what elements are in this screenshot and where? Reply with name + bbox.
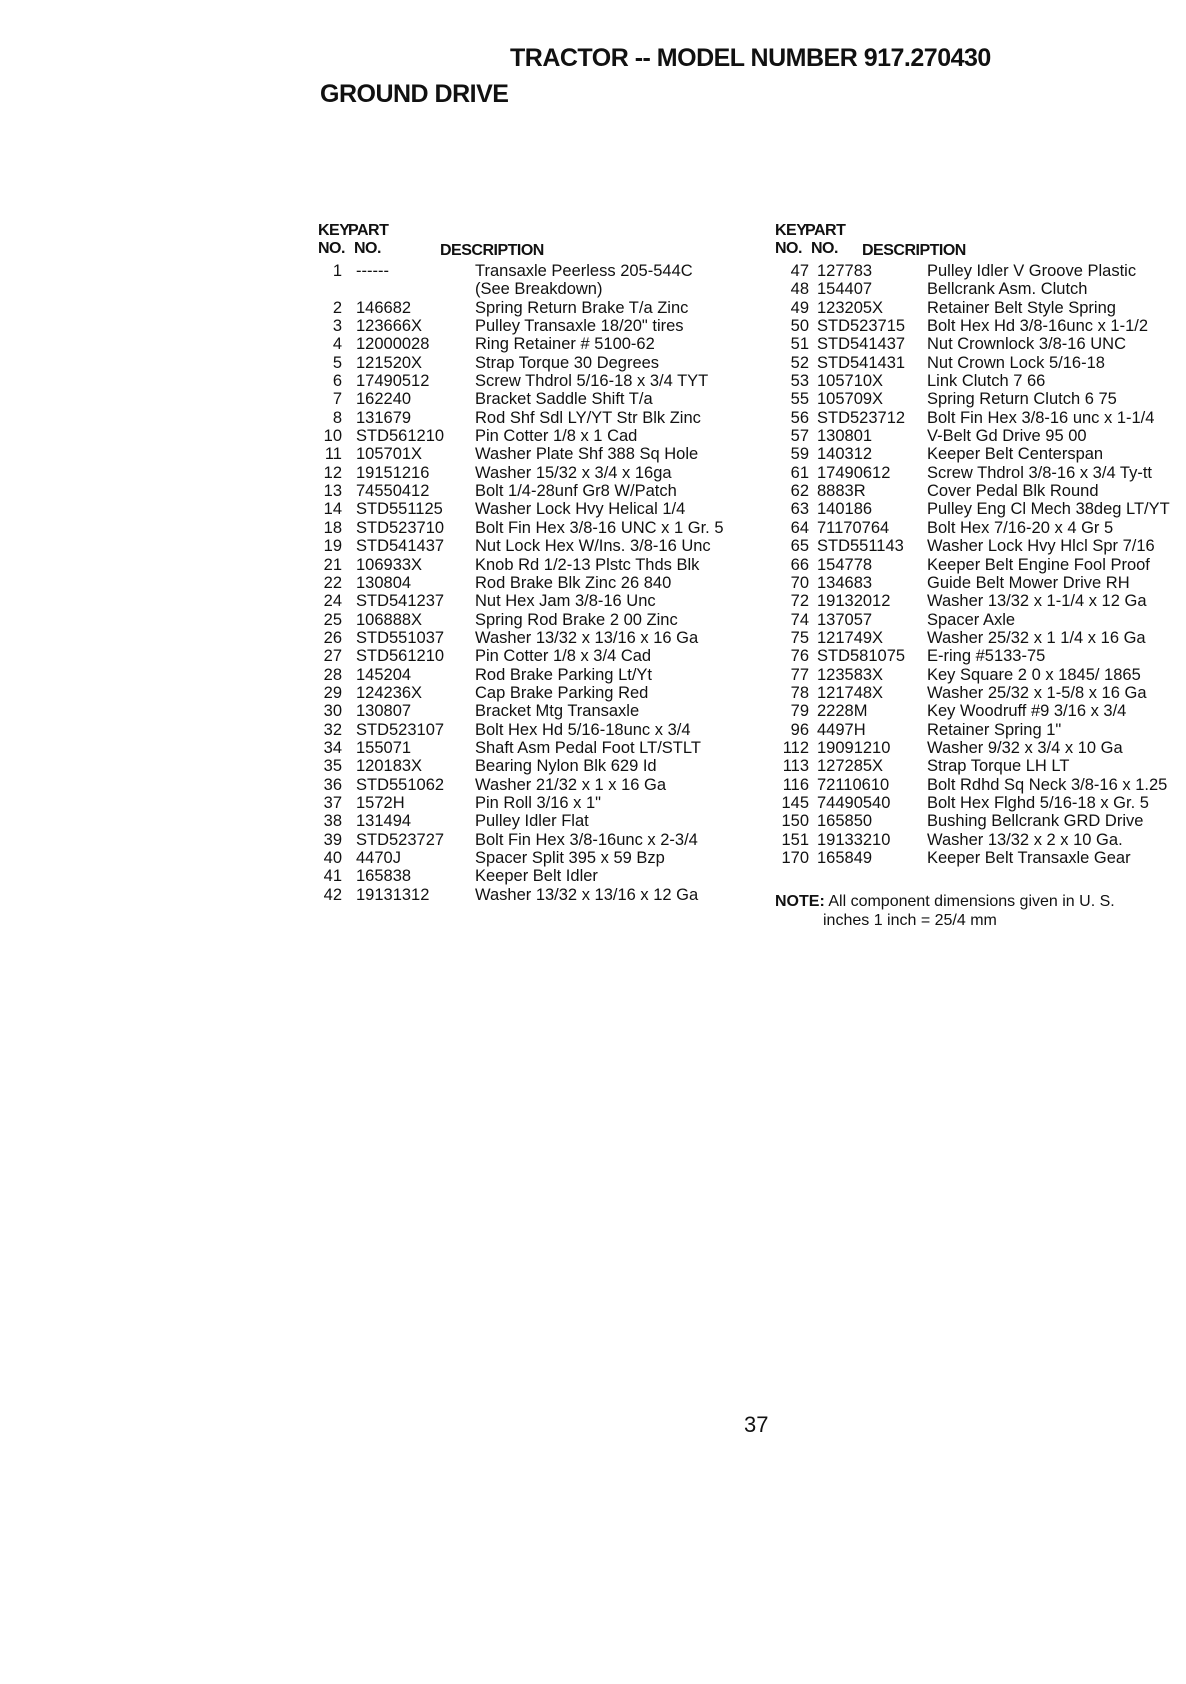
- part-description: Washer 13/32 x 13/16 x 16 Ga: [475, 628, 699, 647]
- right-rows: [775, 262, 1185, 867]
- key-number: 27: [323, 647, 342, 666]
- part-number: STD561210: [356, 647, 445, 666]
- part-number: STD561210: [356, 427, 445, 446]
- part-no-header: NO.: [354, 240, 381, 257]
- part-number: 17490512: [356, 372, 430, 391]
- table-row: [318, 299, 748, 317]
- key-number: 113: [782, 757, 809, 776]
- table-row: [775, 739, 1185, 757]
- key-number: 22: [323, 573, 342, 592]
- table-row: [775, 427, 1185, 445]
- key-number: 37: [323, 793, 342, 812]
- table-row: [318, 335, 748, 353]
- key-number: 61: [790, 463, 809, 482]
- key-number: 63: [790, 500, 809, 519]
- table-row: [318, 721, 748, 739]
- table-row: [775, 794, 1185, 812]
- table-row: [775, 335, 1185, 353]
- part-description: Spring Return Clutch 6 75: [927, 390, 1117, 409]
- table-row: [775, 464, 1185, 482]
- part-number: 120183X: [356, 757, 423, 776]
- part-description: Cap Brake Parking Red: [475, 683, 649, 702]
- part-description: Bolt Fin Hex 3/8-16 UNC x 1 Gr. 5: [475, 518, 724, 537]
- part-number: STD541437: [817, 335, 906, 354]
- part-number: STD523715: [817, 317, 906, 336]
- table-row: [775, 409, 1185, 427]
- part-description: Nut Crownlock 3/8-16 UNC: [927, 335, 1126, 354]
- table-row: [775, 390, 1185, 408]
- key-no-header: NO.: [775, 240, 802, 257]
- table-row: [318, 317, 748, 335]
- key-number: 2: [332, 298, 342, 317]
- part-number: 71170764: [817, 518, 890, 537]
- part-number: STD541237: [356, 592, 445, 611]
- table-row: [318, 684, 748, 702]
- part-number: STD523712: [817, 408, 906, 427]
- key-number: 42: [323, 885, 342, 904]
- part-description: Pin Cotter 1/8 x 3/4 Cad: [475, 647, 652, 666]
- key-number: 32: [323, 720, 342, 739]
- part-number: 131679: [356, 408, 412, 427]
- key-number: 18: [323, 518, 342, 537]
- part-number: 4470J: [356, 849, 401, 867]
- table-row: [775, 299, 1185, 317]
- part-number: 105710X: [817, 372, 884, 391]
- part-number: 162240: [356, 390, 412, 409]
- table-row: [318, 390, 748, 408]
- key-number: 112: [782, 738, 809, 757]
- part-description: Knob Rd 1/2-13 Plstc Thds Blk: [475, 555, 700, 574]
- table-row: [318, 372, 748, 390]
- table-row: [775, 721, 1185, 739]
- key-number: 7: [332, 390, 342, 409]
- key-number: 170: [781, 849, 809, 867]
- part-description: Keeper Belt Idler: [475, 867, 598, 886]
- part-number: STD551037: [356, 628, 445, 647]
- table-row: [318, 647, 748, 665]
- part-description: Bolt Fin Hex 3/8-16 unc x 1-1/4: [927, 408, 1155, 427]
- part-description: Key Woodruff #9 3/16 x 3/4: [927, 702, 1127, 721]
- part-description: Spring Rod Brake 2 00 Zinc: [475, 610, 678, 629]
- part-description: Screw Thdrol 3/8-16 x 3/4 Ty-tt: [927, 463, 1152, 482]
- part-number: 17490612: [817, 463, 891, 482]
- part-number: 123666X: [356, 317, 423, 336]
- part-number: 74550412: [356, 482, 430, 501]
- key-number: 4: [332, 335, 342, 354]
- part-number: 154407: [817, 280, 873, 299]
- key-number: 3: [332, 317, 342, 336]
- key-number: 145: [781, 793, 809, 812]
- table-row: [775, 849, 1185, 867]
- table-row: [318, 592, 748, 610]
- table-row: [318, 629, 748, 647]
- description-header: DESCRIPTION: [440, 242, 544, 259]
- table-row: [318, 794, 748, 812]
- part-number: 146682: [356, 298, 412, 317]
- part-number: 1572H: [356, 793, 405, 812]
- part-description: Washer 13/32 x 1-1/4 x 12 Ga: [927, 592, 1147, 611]
- table-row: [775, 684, 1185, 702]
- part-number: 127285X: [817, 757, 884, 776]
- description-header: DESCRIPTION: [862, 242, 966, 259]
- table-row: [775, 611, 1185, 629]
- part-description: Pulley Idler V Groove Plastic: [927, 262, 1137, 280]
- part-description: Cover Pedal Blk Round: [927, 482, 1099, 501]
- table-row: [775, 537, 1185, 555]
- part-description: Screw Thdrol 5/16-18 x 3/4 TYT: [475, 372, 709, 391]
- part-no-header: NO.: [811, 240, 838, 257]
- part-number: 130801: [817, 427, 873, 446]
- part-number: 165838: [356, 867, 412, 886]
- part-number: 145204: [356, 665, 412, 684]
- key-number: 74: [790, 610, 809, 629]
- part-description: Rod Shf Sdl LY/YT Str Blk Zinc: [475, 408, 701, 427]
- key-number: 5: [332, 353, 342, 372]
- part-description: Washer 13/32 x 2 x 10 Ga.: [927, 830, 1123, 849]
- part-number: 130807: [356, 702, 412, 721]
- key-number: 26: [323, 628, 342, 647]
- table-row: [318, 702, 748, 720]
- part-number: 134683: [817, 573, 873, 592]
- note-line1: All component dimensions given in U. S.: [828, 893, 1115, 910]
- part-description: Rod Brake Parking Lt/Yt: [475, 665, 653, 684]
- key-number: 19: [323, 537, 342, 556]
- key-number: 13: [323, 482, 342, 501]
- table-row: [775, 500, 1185, 518]
- part-description: Bolt Hex Flghd 5/16-18 x Gr. 5: [927, 793, 1149, 812]
- table-row: [775, 629, 1185, 647]
- key-number: 50: [790, 317, 809, 336]
- part-description: Strap Torque LH LT: [927, 757, 1070, 776]
- part-number: 140312: [817, 445, 873, 464]
- part-description: Washer Lock Hvy Helical 1/4: [475, 500, 686, 519]
- key-number: 38: [323, 812, 342, 831]
- part-number: 123205X: [817, 298, 884, 317]
- part-number: 74490540: [817, 793, 891, 812]
- table-row: [318, 739, 748, 757]
- table-row: [775, 574, 1185, 592]
- part-number: 19091210: [817, 738, 891, 757]
- part-number: 121520X: [356, 353, 423, 372]
- part-number: 4497H: [817, 720, 866, 739]
- part-description: Bracket Mtg Transaxle: [475, 702, 640, 721]
- key-number: 116: [782, 775, 809, 794]
- key-number: 59: [790, 445, 809, 464]
- table-row: [775, 776, 1185, 794]
- right-parts-table: [775, 222, 1185, 867]
- part-number: 105709X: [817, 390, 884, 409]
- part-description: Washer 25/32 x 1-5/8 x 16 Ga: [927, 683, 1147, 702]
- part-description: Transaxle Peerless 205-544C: [475, 262, 693, 280]
- part-number: STD551143: [817, 537, 904, 556]
- part-number: 105701X: [356, 445, 423, 464]
- part-number: 121749X: [817, 628, 884, 647]
- table-row: [318, 500, 748, 518]
- note-line2: inches 1 inch = 25/4 mm: [823, 912, 997, 929]
- part-number: 19133210: [817, 830, 891, 849]
- section-title: GROUND DRIVE: [320, 80, 509, 108]
- part-number: 8883R: [817, 482, 866, 501]
- part-description: Bolt Hex 7/16-20 x 4 Gr 5: [927, 518, 1114, 537]
- part-number: 19132012: [817, 592, 891, 611]
- key-number: 25: [323, 610, 342, 629]
- part-description: Washer Plate Shf 388 Sq Hole: [475, 445, 699, 464]
- key-number: 56: [790, 408, 809, 427]
- table-row: [775, 262, 1185, 280]
- left-parts-table: [318, 222, 748, 904]
- part-description: (See Breakdown): [475, 280, 603, 299]
- part-description: Washer 25/32 x 1 1/4 x 16 Ga: [927, 628, 1146, 647]
- key-number: 8: [332, 408, 342, 427]
- part-number: 127783: [817, 262, 873, 280]
- key-number: 72: [790, 592, 809, 611]
- page-number: 37: [744, 1412, 769, 1437]
- part-description: Ring Retainer # 5100-62: [475, 335, 655, 354]
- part-description: Strap Torque 30 Degrees: [475, 353, 660, 372]
- key-number: 151: [781, 830, 809, 849]
- table-row: [318, 354, 748, 372]
- key-number: 11: [324, 445, 342, 464]
- part-number: STD523710: [356, 518, 445, 537]
- part-description: Bracket Saddle Shift T/a: [475, 390, 653, 409]
- part-number: 165850: [817, 812, 873, 831]
- key-number: 96: [790, 720, 809, 739]
- part-number: 124236X: [356, 683, 423, 702]
- page-title: TRACTOR -- MODEL NUMBER 917.270430: [510, 44, 991, 72]
- key-number: 49: [790, 298, 809, 317]
- part-description: Retainer Belt Style Spring: [927, 298, 1116, 317]
- table-row: [775, 354, 1185, 372]
- left-rows: [318, 262, 748, 904]
- key-number: 52: [790, 353, 809, 372]
- key-number: 28: [323, 665, 342, 684]
- part-description: Bellcrank Asm. Clutch: [927, 280, 1088, 299]
- part-description: Guide Belt Mower Drive RH: [927, 573, 1130, 592]
- part-number: 137057: [817, 610, 873, 629]
- key-number: 12: [323, 463, 342, 482]
- part-number: STD551125: [356, 500, 443, 519]
- part-number: STD523107: [356, 720, 445, 739]
- part-description: Washer 15/32 x 3/4 x 16ga: [475, 463, 672, 482]
- part-number: 130804: [356, 573, 412, 592]
- part-description: Washer 13/32 x 13/16 x 12 Ga: [475, 885, 699, 904]
- part-description: E-ring #5133-75: [927, 647, 1046, 666]
- table-row: [318, 537, 748, 555]
- key-number: 30: [323, 702, 342, 721]
- key-number: 14: [323, 500, 342, 519]
- key-number: 36: [323, 775, 342, 794]
- key-number: 1: [332, 262, 342, 280]
- note-label: NOTE:: [775, 893, 825, 910]
- table-row: [775, 317, 1185, 335]
- part-description: Pin Cotter 1/8 x 1 Cad: [475, 427, 638, 446]
- part-number: 2228M: [817, 702, 868, 721]
- key-number: 78: [790, 683, 809, 702]
- part-header: PART: [805, 222, 846, 239]
- part-description: Bolt Fin Hex 3/8-16unc x 2-3/4: [475, 830, 698, 849]
- part-description: Nut Hex Jam 3/8-16 Unc: [475, 592, 656, 611]
- table-row: [318, 445, 748, 463]
- table-row: [318, 280, 748, 298]
- key-number: 41: [323, 867, 342, 886]
- table-row: [318, 409, 748, 427]
- part-description: Pin Roll 3/16 x 1": [475, 793, 602, 812]
- key-number: 29: [323, 683, 342, 702]
- table-row: [775, 757, 1185, 775]
- part-number: 19151216: [356, 463, 430, 482]
- table-row: [318, 757, 748, 775]
- table-row: [775, 519, 1185, 537]
- part-description: Bolt Rdhd Sq Neck 3/8-16 x 1.25: [927, 775, 1168, 794]
- part-description: Washer 21/32 x 1 x 16 Ga: [475, 775, 667, 794]
- right-table-header: [775, 222, 1185, 262]
- part-description: Pulley Eng Cl Mech 38deg LT/YT: [927, 500, 1170, 519]
- part-description: Key Square 2 0 x 1845/ 1865: [927, 665, 1141, 684]
- table-row: [318, 519, 748, 537]
- part-description: Pulley Idler Flat: [475, 812, 589, 831]
- part-description: Bolt Hex Hd 3/8-16unc x 1-1/2: [927, 317, 1149, 336]
- part-number: 12000028: [356, 335, 430, 354]
- table-row: [775, 482, 1185, 500]
- table-row: [775, 702, 1185, 720]
- part-description: Keeper Belt Engine Fool Proof: [927, 555, 1150, 574]
- table-row: [318, 482, 748, 500]
- part-description: Bearing Nylon Blk 629 Id: [475, 757, 657, 776]
- part-description: Bolt 1/4-28unf Gr8 W/Patch: [475, 482, 677, 501]
- table-row: [318, 867, 748, 885]
- key-number: 64: [790, 518, 809, 537]
- part-description: Spacer Axle: [927, 610, 1016, 629]
- key-number: 150: [781, 812, 809, 831]
- key-number: 76: [790, 647, 809, 666]
- key-number: 6: [332, 372, 342, 391]
- part-description: Link Clutch 7 66: [927, 372, 1046, 391]
- table-row: [775, 372, 1185, 390]
- key-header: KEY: [775, 222, 807, 239]
- part-number: 154778: [817, 555, 873, 574]
- part-number: 140186: [817, 500, 873, 519]
- part-description: Keeper Belt Transaxle Gear: [927, 849, 1131, 867]
- key-number: 65: [790, 537, 809, 556]
- part-description: Retainer Spring 1": [927, 720, 1062, 739]
- part-description: V-Belt Gd Drive 95 00: [927, 427, 1087, 446]
- table-row: [318, 427, 748, 445]
- part-number: 131494: [356, 812, 412, 831]
- part-number: 72110610: [817, 775, 890, 794]
- key-number: 55: [790, 390, 809, 409]
- part-number: STD551062: [356, 775, 445, 794]
- part-description: Pulley Transaxle 18/20" tires: [475, 317, 684, 336]
- part-description: Nut Lock Hex W/Ins. 3/8-16 Unc: [475, 537, 711, 556]
- part-description: Shaft Asm Pedal Foot LT/STLT: [475, 738, 701, 757]
- table-row: [318, 262, 748, 280]
- table-row: [775, 592, 1185, 610]
- table-row: [775, 831, 1185, 849]
- key-number: 77: [790, 665, 809, 684]
- table-row: [318, 886, 748, 904]
- part-description: Bolt Hex Hd 5/16-18unc x 3/4: [475, 720, 691, 739]
- key-number: 47: [790, 262, 809, 280]
- key-number: 79: [790, 702, 809, 721]
- part-description: Nut Crown Lock 5/16-18: [927, 353, 1105, 372]
- key-number: 51: [790, 335, 809, 354]
- key-number: 40: [323, 849, 342, 867]
- part-number: 106933X: [356, 555, 423, 574]
- key-number: 62: [790, 482, 809, 501]
- part-number: STD541437: [356, 537, 445, 556]
- table-row: [318, 574, 748, 592]
- part-header: PART: [348, 222, 389, 239]
- key-number: 53: [790, 372, 809, 391]
- part-description: Washer 9/32 x 3/4 x 10 Ga: [927, 738, 1123, 757]
- key-number: 39: [323, 830, 342, 849]
- key-number: 48: [790, 280, 809, 299]
- dimensions-note: [775, 892, 1175, 930]
- part-number: 121748X: [817, 683, 884, 702]
- table-row: [318, 849, 748, 867]
- left-table-header: [318, 222, 748, 262]
- key-number: 35: [323, 757, 342, 776]
- table-row: [318, 812, 748, 830]
- table-row: [318, 831, 748, 849]
- part-number: 19131312: [356, 885, 430, 904]
- table-row: [775, 556, 1185, 574]
- key-number: 24: [323, 592, 342, 611]
- table-row: [775, 280, 1185, 298]
- key-number: 75: [790, 628, 809, 647]
- part-number: 106888X: [356, 610, 423, 629]
- table-row: [775, 666, 1185, 684]
- part-description: Spring Return Brake T/a Zinc: [475, 298, 689, 317]
- key-number: 34: [323, 738, 342, 757]
- part-number: ------: [356, 262, 389, 280]
- part-description: Rod Brake Blk Zinc 26 840: [475, 573, 672, 592]
- key-number: 21: [323, 555, 342, 574]
- part-description: Spacer Split 395 x 59 Bzp: [475, 849, 665, 867]
- key-number: 66: [790, 555, 809, 574]
- table-row: [318, 556, 748, 574]
- part-number: STD581075: [817, 647, 906, 666]
- key-number: 57: [790, 427, 809, 446]
- table-row: [318, 776, 748, 794]
- table-row: [318, 666, 748, 684]
- part-number: STD541431: [817, 353, 906, 372]
- table-row: [318, 611, 748, 629]
- key-header: KEY: [318, 222, 350, 239]
- table-row: [318, 464, 748, 482]
- table-row: [775, 647, 1185, 665]
- part-description: Washer Lock Hvy Hlcl Spr 7/16: [927, 537, 1155, 556]
- part-description: Keeper Belt Centerspan: [927, 445, 1104, 464]
- part-number: 123583X: [817, 665, 884, 684]
- part-number: 155071: [356, 738, 412, 757]
- key-number: 10: [323, 427, 342, 446]
- part-description: Bushing Bellcrank GRD Drive: [927, 812, 1144, 831]
- table-row: [775, 445, 1185, 463]
- part-number: STD523727: [356, 830, 445, 849]
- key-no-header: NO.: [318, 240, 345, 257]
- part-number: 165849: [817, 849, 873, 867]
- table-row: [775, 812, 1185, 830]
- key-number: 70: [790, 573, 809, 592]
